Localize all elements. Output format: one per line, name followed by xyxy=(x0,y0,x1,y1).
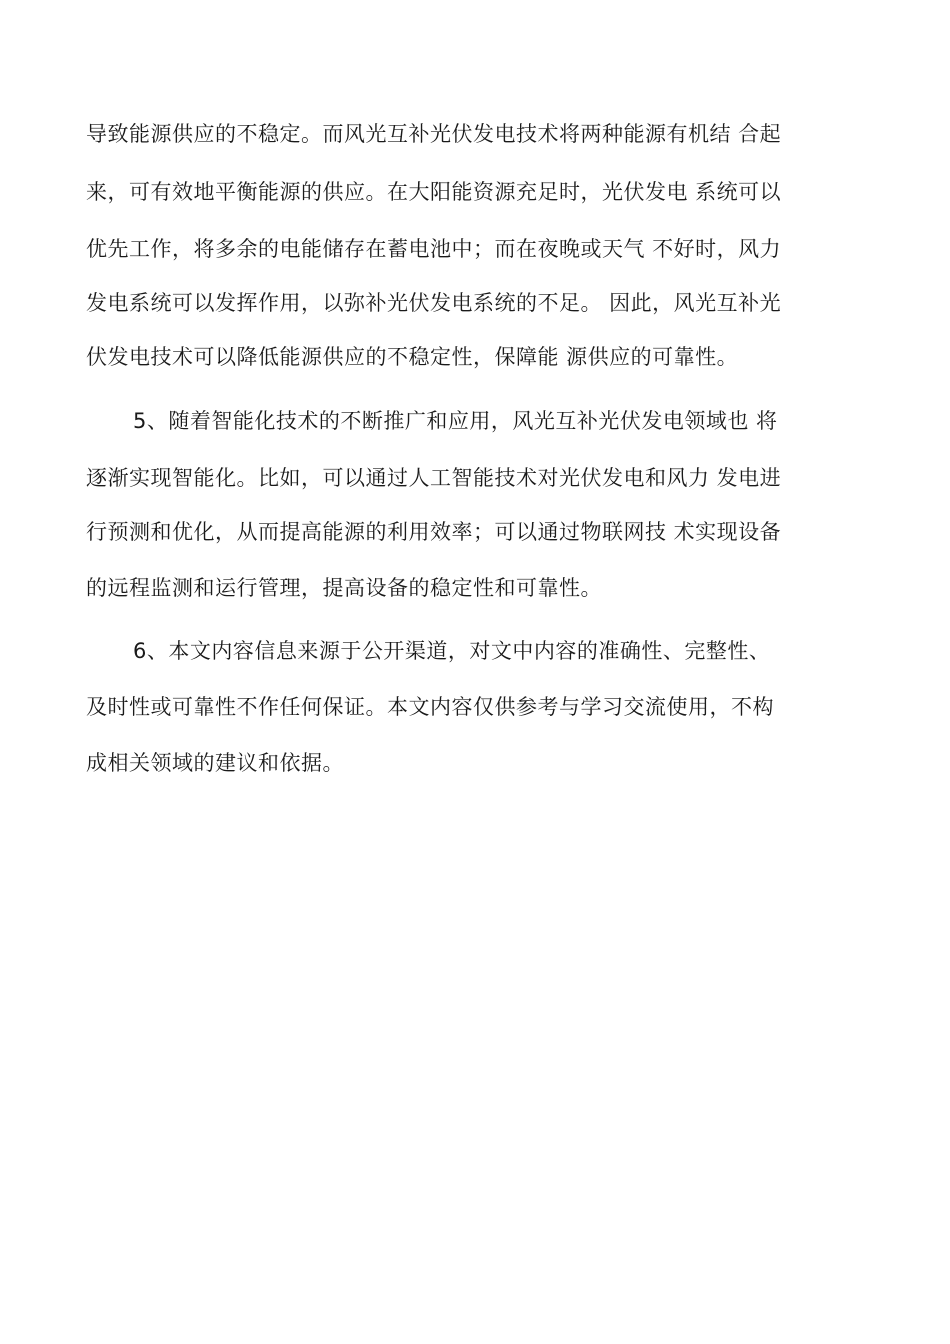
paragraph-1-line-1: 导致能源供应的不稳定。而风光互补光伏发电技术将两种能源有机结 合起 xyxy=(86,122,782,146)
paragraph-1-line-5: 伏发电技术可以降低能源供应的不稳定性，保障能 源供应的可靠性。 xyxy=(86,345,739,369)
paragraph-1-line-2: 来，可有效地平衡能源的供应。在大阳能资源充足时，光伏发电 系统可以 xyxy=(86,180,782,204)
paragraph-3-line-1: 6、本文内容信息来源于公开渠道，对文中内容的准确性、完整性、 xyxy=(133,639,771,663)
paragraph-2-line-1: 5、随着智能化技术的不断推广和应用，风光互补光伏发电领域也 将 xyxy=(133,409,778,433)
paragraph-2-line-3: 行预测和优化，从而提高能源的利用效率；可以通过物联网技 术实现设备 xyxy=(86,520,782,544)
paragraph-2-line-4: 的远程监测和运行管理，提高设备的稳定性和可靠性。 xyxy=(86,576,602,600)
paragraph-2-line-2: 逐渐实现智能化。比如，可以通过人工智能技术对光伏发电和风力 发电进 xyxy=(86,466,782,490)
paragraph-1-line-4: 发电系统可以发挥作用，以弥补光伏发电系统的不足。 因此，风光互补光 xyxy=(86,291,782,315)
paragraph-1-line-3: 优先工作，将多余的电能储存在蓄电池中；而在夜晚或天气 不好时，风力 xyxy=(86,237,782,261)
paragraph-3-line-2: 及时性或可靠性不作任何保证。本文内容仅供参考与学习交流使用，不构 xyxy=(86,695,774,719)
paragraph-3-line-3: 成相关领域的建议和依据。 xyxy=(86,751,344,775)
